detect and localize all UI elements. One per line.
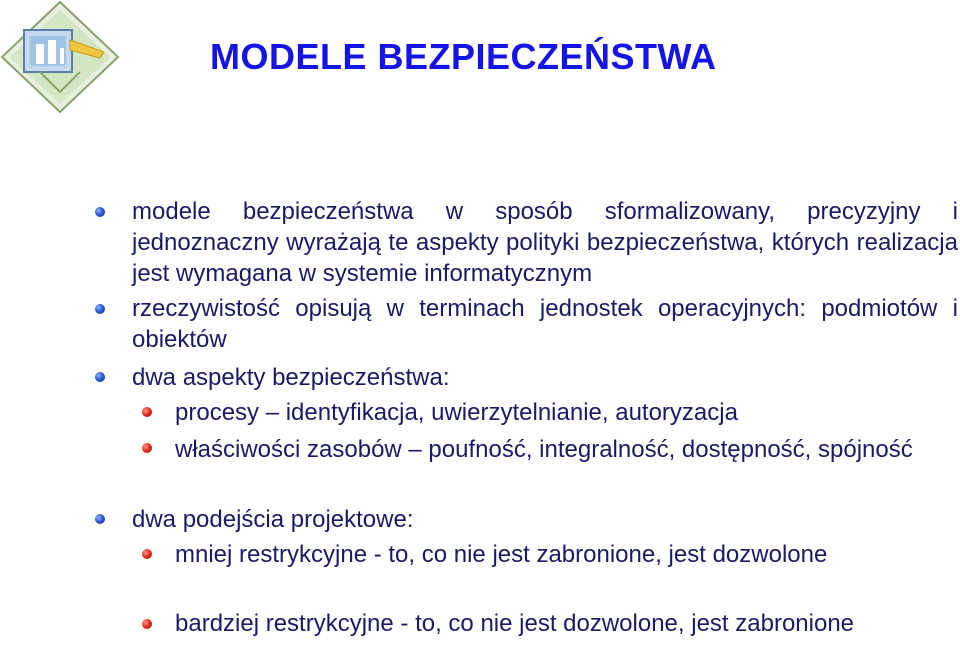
list-item: [132, 362, 958, 393]
bullet-icon: [95, 207, 105, 217]
bullet-icon: [95, 304, 105, 314]
list-item-text: procesy – identyfikacja, uwierzytelnianie, autoryzacja: [175, 399, 738, 426]
list-item: [175, 539, 958, 570]
list-item-text: właściwości zasobów – poufność, integralność, dostępność, spójność: [175, 436, 913, 463]
list-item: [132, 196, 958, 289]
list-item-text: modele bezpieczeństwa w sposób sformalizowany, precyzyjny i jednoznaczny wyrażają te aspekty polityki bezpieczeństwa, których realizacja jest wymagana w systemie informatycznym: [132, 198, 958, 287]
page-title: MODELE BEZPIECZEŃSTWA: [210, 36, 717, 77]
list-item-text: bardziej restrykcyjne - to, co nie jest dozwolone, jest zabronione: [175, 610, 855, 637]
bullet-icon: [142, 619, 152, 629]
bullet-icon: [142, 549, 152, 559]
bullet-icon: [142, 443, 152, 453]
list-item-text: rzeczywistość opisują w terminach jednostek operacyjnych: podmiotów i obiektów: [132, 295, 958, 353]
list-item: [132, 293, 958, 355]
bullet-icon: [95, 514, 105, 524]
list-item: [175, 434, 958, 465]
bullet-icon: [142, 407, 152, 417]
list-item-text: mniej restrykcyjne - to, co nie jest zabronione, jest dozwolone: [175, 541, 828, 568]
list-item-text: dwa aspekty bezpieczeństwa:: [132, 364, 450, 391]
list-item: [175, 397, 958, 428]
list-item-text: dwa podejścia projektowe:: [132, 506, 414, 533]
bullet-icon: [95, 372, 105, 382]
list-item: [132, 504, 958, 535]
list-item: [175, 608, 958, 639]
